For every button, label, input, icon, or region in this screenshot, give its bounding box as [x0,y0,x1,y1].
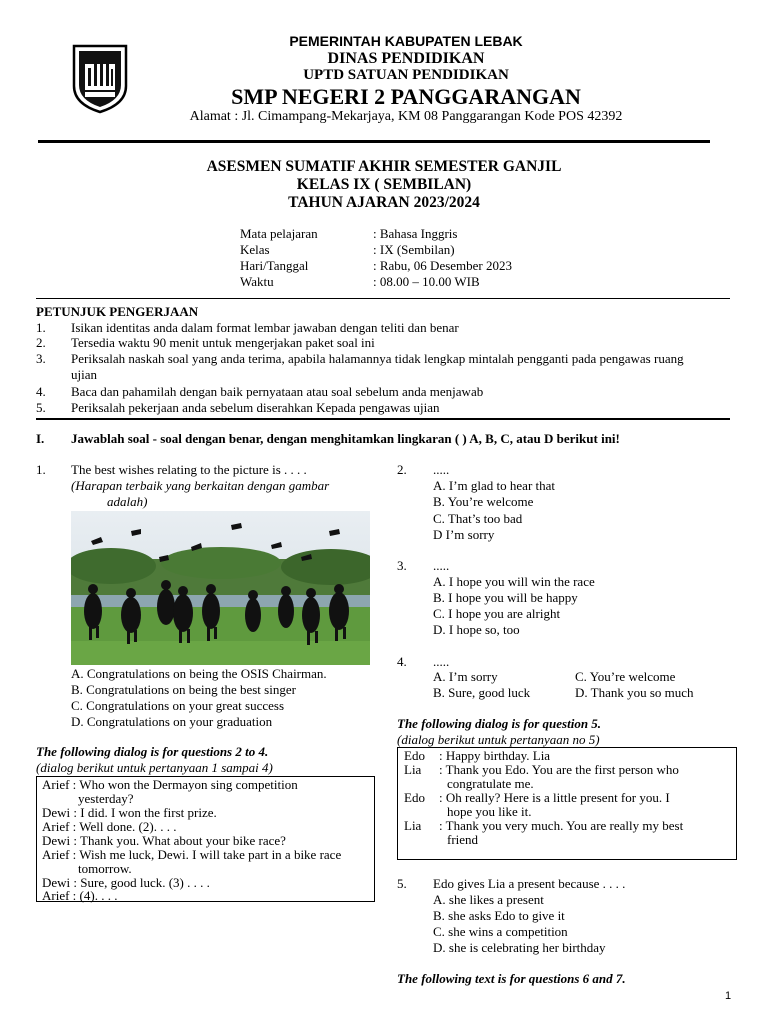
q1-option-c[interactable]: C. Congratulations on your great success [71,698,285,713]
q2-option-c[interactable]: C. That’s too bad [433,511,523,526]
exam-class: KELAS IX ( SEMBILAN) [296,176,472,193]
section-instruction: Jawablah soal - soal dengan benar, dengan menghitamkan lingkaran ( ) A, B, C, atau D berikut ini! [71,431,620,446]
exam-title: ASESMEN SUMATIF AKHIR SEMESTER GANJIL [206,158,562,175]
q3-option-b[interactable]: B. I hope you will be happy [433,590,578,605]
section-num: I. [36,431,45,446]
instruction-text: Isikan identitas anda dalam format lembar jawaban dengan teliti dan benar [71,320,459,335]
dialog1-line: Arief : (4). . . . [42,888,118,903]
q5-option-c[interactable]: C. she wins a competition [433,924,568,939]
q1-number: 1. [36,462,46,477]
q4-stem: ..... [433,654,450,669]
q2-stem: ..... [433,462,450,477]
gov-title: PEMERINTAH KABUPATEN LEBAK [289,33,523,49]
q2-option-d[interactable]: D I’m sorry [433,527,495,542]
dialog2-speaker: Edo [404,748,425,763]
q5-option-d[interactable]: D. she is celebrating her birthday [433,940,606,955]
instruction-num: 4. [36,384,46,399]
dialog1-line: Arief : Well done. (2). . . . [42,819,177,834]
info-value-date: : Rabu, 06 Desember 2023 [373,258,513,273]
dialog1-line: Dewi : Thank you. What about your bike race? [42,833,286,848]
dialog1-line: tomorrow. [78,861,132,876]
q4-option-a[interactable]: A. I’m sorry [433,669,498,684]
instructions-heading: PETUNJUK PENGERJAAN [36,304,199,319]
q4-option-d[interactable]: D. Thank you so much [575,685,694,700]
dialog1-line: Dewi : I did. I won the first prize. [42,805,217,820]
info-divider [36,298,730,299]
instruction-text: Periksalah pekerjaan anda sebelum diserahkan Kepada pengawas ujian [71,400,440,415]
dialog1-line: Dewi : Sure, good luck. (3) . . . . [42,875,210,890]
dialog2-line: : Thank you very much. You are really my best [439,818,684,833]
q2-option-a[interactable]: A. I’m glad to hear that [433,478,556,493]
q1-text: The best wishes relating to the picture is . . . . [71,462,307,477]
dialog2-speaker: Edo [404,790,425,805]
info-label-class: Kelas [240,242,270,257]
q3-stem: ..... [433,558,450,573]
instruction-num: 3. [36,351,46,366]
dialog2-line-cont: congratulate me. [447,776,534,791]
text-section-heading: The following text is for questions 6 and 7. [397,971,626,986]
info-label-date: Hari/Tanggal [240,258,309,273]
info-value-time: : 08.00 – 10.00 WIB [373,274,480,289]
q1-translation-cont: adalah) [107,494,148,509]
exam-year: TAHUN AJARAN 2023/2024 [288,194,480,211]
q3-option-d[interactable]: D. I hope so, too [433,622,520,637]
instruction-text: Baca dan pahamilah dengan baik pernyataan atau soal sebelum anda menjawab [71,384,484,399]
unit-title: UPTD SATUAN PENDIDIKAN [303,67,509,83]
q3-number: 3. [397,558,407,573]
q3-option-a[interactable]: A. I hope you will win the race [433,574,595,589]
dialog2-line-cont: hope you like it. [447,804,532,819]
dialog2-speaker: Lia [404,762,422,777]
q2-option-b[interactable]: B. You’re welcome [433,494,534,509]
dialog2-speaker: Lia [404,818,422,833]
school-address: Alamat : Jl. Cimampang-Mekarjaya, KM 08 Panggarangan Kode POS 42392 [189,109,623,124]
graduation-photo [71,511,370,665]
q4-number: 4. [397,654,407,669]
q3-option-c[interactable]: C. I hope you are alright [433,606,561,621]
info-label-subject: Mata pelajaran [240,226,318,241]
dialog1-line: Arief : Wish me luck, Dewi. I will take part in a bike race [42,847,342,862]
instruction-num: 5. [36,400,46,415]
instruction-num: 2. [36,335,46,350]
dialog1-heading: The following dialog is for questions 2 to 4. [36,744,269,759]
agency-title: DINAS PENDIDIKAN [327,50,485,67]
instruction-text: Tersedia waktu 90 menit untuk mengerjakan paket soal ini [71,335,375,350]
dialog2-heading: The following dialog is for question 5. [397,716,602,731]
instructions-divider [36,418,730,420]
dialog1-subheading: (dialog berikut untuk pertanyaan 1 sampai 4) [36,760,273,775]
instruction-num: 1. [36,320,46,335]
q1-option-a[interactable]: A. Congratulations on being the OSIS Chairman. [71,666,327,681]
instruction-text: Periksalah naskah soal yang anda terima, apabila halamannya tidak lengkap mintalah pengganti pada pengawas ruang [71,351,684,366]
dialog2-line: : Happy birthday. Lia [439,748,551,763]
q5-number: 5. [397,876,407,891]
instruction-text-cont: ujian [71,367,97,382]
dialog2-line: : Oh really? Here is a little present for you. I [439,790,670,805]
dialog2-subheading: (dialog berikut untuk pertanyaan no 5) [397,732,600,747]
page-number: 1 [725,990,732,1002]
dialog2-line: : Thank you Edo. You are the first person who [439,762,679,777]
q1-option-b[interactable]: B. Congratulations on being the best singer [71,682,296,697]
dialog1-line: Arief : Who won the Dermayon sing competition [42,777,298,792]
info-label-time: Waktu [240,274,274,289]
school-name: SMP NEGERI 2 PANGGARANGAN [231,84,581,109]
dialog2-line-cont: friend [447,832,479,847]
q1-translation: (Harapan terbaik yang berkaitan dengan gambar [71,478,330,493]
dialog1-line: yesterday? [78,791,134,806]
info-value-class: : IX (Sembilan) [373,242,455,257]
info-value-subject: : Bahasa Inggris [373,226,458,241]
header-divider [38,140,710,143]
q4-option-c[interactable]: C. You’re welcome [575,669,676,684]
q4-option-b[interactable]: B. Sure, good luck [433,685,531,700]
q5-option-a[interactable]: A. she likes a present [433,892,544,907]
q1-option-d[interactable]: D. Congratulations on your graduation [71,714,273,729]
q5-option-b[interactable]: B. she asks Edo to give it [433,908,565,923]
q5-text: Edo gives Lia a present because . . . . [433,876,626,891]
q2-number: 2. [397,462,407,477]
